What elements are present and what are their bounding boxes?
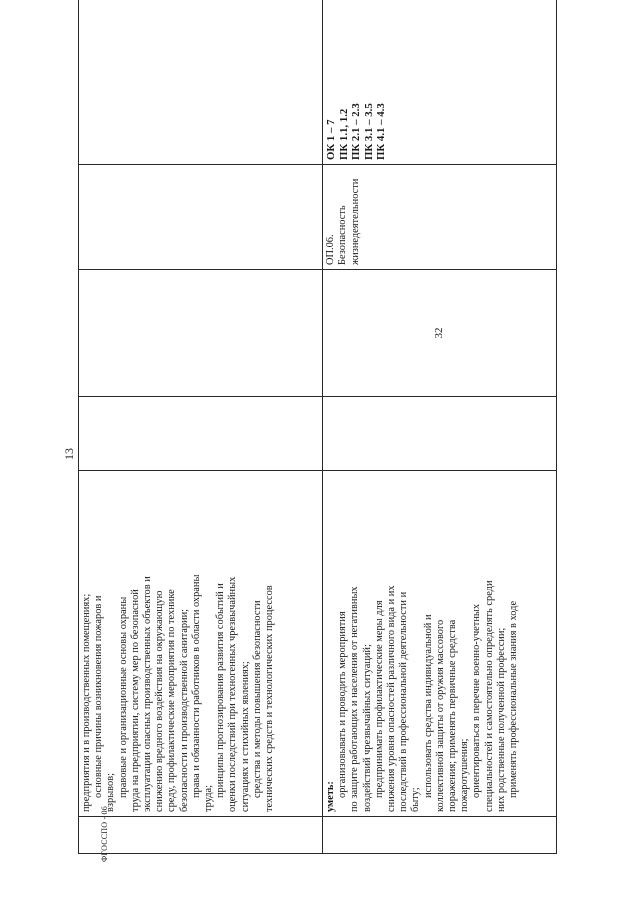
discipline-code: ОП.06. — [325, 234, 336, 265]
skills-line: последствий в профессиональной деятельности и — [398, 591, 410, 812]
cell-discipline — [79, 165, 323, 270]
table-row-continued — [79, 0, 323, 854]
knowledge-line: взрывов; — [105, 772, 117, 812]
knowledge-line: предприятия и в производственных помещениях; — [81, 593, 92, 812]
cell-hours-max — [79, 397, 323, 471]
knowledge-line: средства и методы повышения безопасности — [251, 600, 263, 798]
competency-code: ПК 2.1 – 2.3 — [350, 103, 362, 160]
curriculum-table — [78, 0, 557, 854]
skills-line: быту; — [410, 787, 422, 812]
competency-code: ПК 3.1 – 3.5 — [362, 103, 375, 160]
curriculum-table-rotated — [78, 24, 556, 854]
knowledge-line: снижению вредного воздействия на окружающую — [154, 590, 166, 812]
knowledge-line: принципы прогнозирования развития событий и — [215, 583, 227, 798]
skills-line: снижения уровня опасностей различного вида и их — [386, 585, 398, 812]
cell-discipline — [323, 165, 557, 270]
cell-hours — [323, 270, 557, 397]
discipline-name-line: жизнедеятельности — [349, 178, 361, 265]
knowledge-line: эксплуатации опасных производственных объектов и — [142, 576, 154, 812]
skills-line: воздействий чрезвычайных ситуаций; — [361, 644, 373, 812]
knowledge-line: технических средств и технологических процессов — [264, 585, 276, 812]
cell-index — [323, 817, 557, 854]
page-number: 13 — [62, 448, 76, 460]
knowledge-line: безопасности и производственной санитарии; — [178, 608, 190, 812]
cell-hours-max — [323, 397, 557, 471]
knowledge-line: труда на предприятии, систему мер по безопасной — [129, 589, 141, 812]
skills-line: коллективной защиты от оружия массового — [434, 619, 446, 812]
knowledge-line: основные причины возникновения пожаров и — [93, 595, 105, 798]
knowledge-line: оценки последствий при техногенных чрезвычайных — [227, 576, 239, 812]
skills-line: организовывать и проводить мероприятия — [337, 611, 349, 798]
table-row-discipline — [323, 0, 557, 854]
knowledge-line: труда; — [203, 784, 215, 812]
skills-line: пожаротушения; — [459, 738, 471, 812]
skills-line: них родственные полученной профессии; — [495, 627, 507, 812]
cell-skills — [323, 471, 557, 817]
footer-code: ФГОССПО - 06 — [100, 806, 109, 862]
competency-code: ПК 4.1 – 4.3 — [375, 103, 387, 160]
cell-hours-mandatory — [79, 270, 323, 397]
knowledge-line: среду, профилактические мероприятия по технике — [166, 589, 178, 812]
knowledge-line: ситуациях и стихийных явлениях; — [239, 661, 251, 812]
competency-code: ПК 1.1, 1.2 — [337, 108, 350, 160]
knowledge-line: права и обязанности работников в области охраны — [190, 574, 202, 798]
skills-line: специальностей и самостоятельно определять среди — [483, 580, 495, 812]
skills-line: ориентироваться в перечне военно-учетных — [471, 603, 483, 798]
hours-value: 32 — [433, 327, 446, 339]
cell-competencies — [323, 0, 557, 165]
skills-line: поражения; применять первичные средства — [447, 619, 459, 812]
competency-code: ОК 1 – 7 — [325, 119, 337, 160]
knowledge-list — [81, 475, 276, 812]
cell-index — [79, 817, 323, 854]
skills-line: применять профессиональные знания в ходе — [508, 600, 520, 798]
cell-competencies — [79, 0, 323, 165]
knowledge-line: правовые и организационные основы охраны — [117, 596, 129, 798]
skills-list — [337, 475, 520, 812]
skills-heading: уметь: — [325, 781, 336, 812]
skills-line: предпринимать профилактические меры для — [373, 600, 385, 798]
discipline-name-line: Безопасность — [337, 205, 349, 265]
skills-line: по защите работающих и населения от негативных — [349, 586, 361, 812]
cell-knowledge — [79, 471, 323, 817]
skills-line: использовать средства индивидуальной и — [422, 614, 434, 798]
